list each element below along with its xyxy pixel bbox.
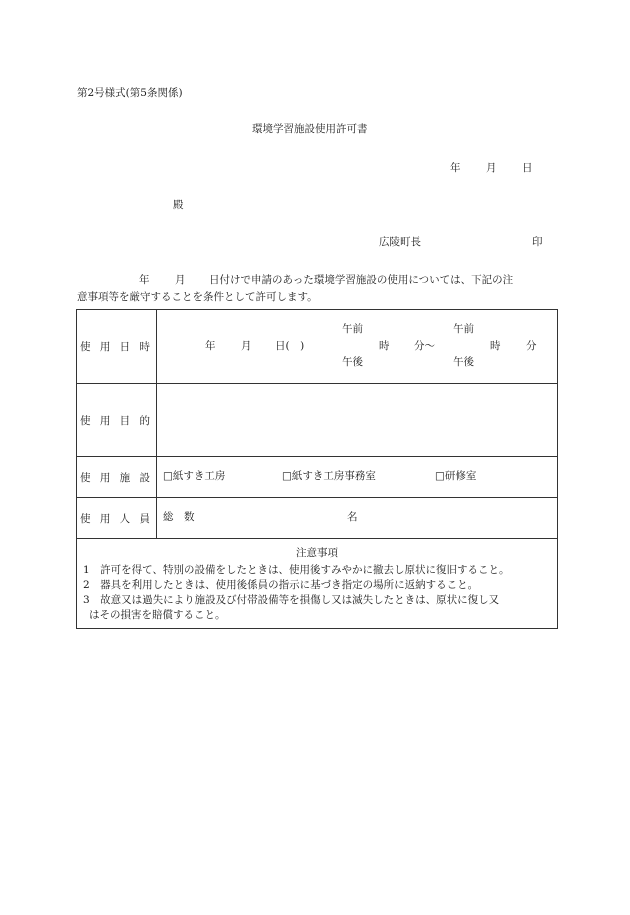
- row-purpose: [77, 384, 558, 457]
- label-facility: 使 用 施 設: [77, 457, 157, 498]
- dt-end-hour: 時: [490, 340, 501, 352]
- issuer-name: 広陵町長: [379, 236, 421, 248]
- seal-mark: 印: [532, 236, 543, 248]
- intro-month: 月: [175, 274, 186, 286]
- people-total-label: 総 数: [163, 511, 195, 523]
- date-year: 年: [450, 162, 461, 174]
- row-people: [77, 498, 558, 539]
- purpose-cell[interactable]: [157, 384, 558, 457]
- note-item-2: 2 器具を利用したときは、使用後係員の指示に基づき指定の場所に返納すること。: [83, 579, 479, 591]
- note-item-1: 1 許可を得て、特別の設備をしたときは、使用後すみやかに撤去し原状に復旧すること。: [83, 564, 510, 576]
- dt-end-am: 午前: [453, 323, 474, 335]
- facility-option-kamisuki-office[interactable]: □紙すき工房事務室: [282, 470, 376, 482]
- dt-end-pm: 午後: [453, 356, 474, 368]
- label-people: 使 用 人 員: [77, 498, 157, 539]
- facility-option-training-room[interactable]: □研修室: [435, 470, 477, 482]
- label-purpose: 使 用 目 的: [77, 384, 157, 457]
- intro-year: 年: [139, 274, 150, 286]
- facility-option-kamisuki-kobo[interactable]: □紙すき工房: [163, 470, 226, 482]
- row-notes: [77, 539, 558, 629]
- dt-start-hour: 時: [379, 340, 390, 352]
- row-datetime: [77, 310, 558, 384]
- people-cell[interactable]: [157, 498, 558, 539]
- permit-table: [76, 309, 558, 629]
- note-item-3: 3 故意又は過失により施設及び付帯設備等を損傷し又は滅失したときは、原状に復し又: [83, 594, 500, 606]
- dt-day: 日( ): [275, 340, 305, 352]
- dt-start-pm: 午後: [342, 356, 363, 368]
- note-item-3-continuation: はその損害を賠償すること。: [89, 609, 226, 621]
- form-number: 第2号様式(第5条関係): [77, 87, 183, 99]
- date-day: 日: [522, 162, 533, 174]
- intro-line2: 意事項等を厳守することを条件として許可します。: [77, 291, 318, 303]
- datetime-cell[interactable]: [157, 310, 558, 384]
- addressee-suffix: 殿: [173, 199, 184, 211]
- intro-line1: 日付けで申請のあった環境学習施設の使用については、下記の注: [209, 274, 514, 286]
- dt-end-minute: 分: [526, 340, 537, 352]
- label-datetime: 使 用 日 時: [77, 310, 157, 384]
- notes-title: 注意事項: [296, 547, 338, 559]
- document-title: 環境学習施設使用許可書: [252, 123, 368, 135]
- date-month: 月: [486, 162, 497, 174]
- dt-year: 年: [205, 340, 216, 352]
- dt-start-minute: 分〜: [414, 340, 435, 352]
- row-facility: [77, 457, 558, 498]
- facility-cell: [157, 457, 558, 498]
- dt-start-am: 午前: [342, 323, 363, 335]
- people-unit: 名: [347, 511, 358, 523]
- notes-cell: [77, 539, 558, 629]
- dt-month: 月: [241, 340, 252, 352]
